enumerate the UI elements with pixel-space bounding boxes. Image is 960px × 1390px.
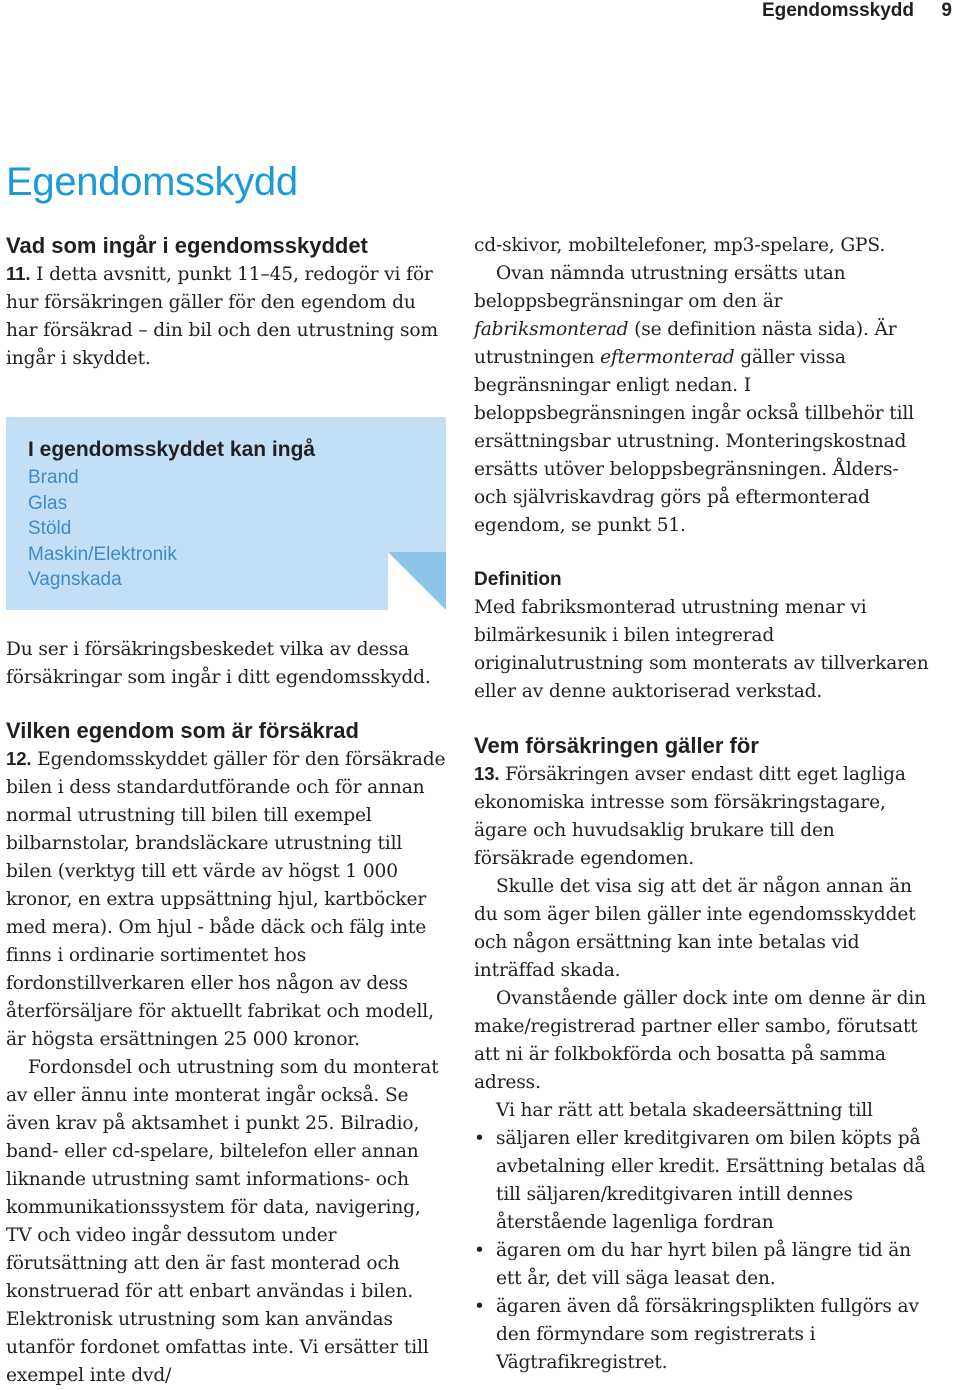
- paragraph-12-continued: Fordonsdel och utrustning som du monterat av eller ännu inte monterat ingår också. Se även krav på aktsamhet i punkt 25. Bilradio, band- eller cd-spelare, biltelefon eller annan liknande utrustning samt informations- och kommunikationssystem för data, navigering, TV och video ingår dessutom under förutsättning att den är fast monterad och konstruerad för att enbart användas i bilen. Elektronisk utrustning som kan användas utanför fordonet omfattas inte. Vi ersätter till exempel inte dvd/: [6, 1057, 439, 1386]
- page-header: [0, 0, 960, 22]
- paragraph-text: I detta avsnitt, punkt 11–45, redogör vi för hur försäkringen gäller för den egendom du har försäkrad – din bil och den utrustning som ingår i skyddet.: [6, 264, 438, 369]
- page-title: Egendomsskydd: [6, 160, 298, 204]
- coverage-item: Brand: [28, 467, 79, 488]
- coverage-item: Maskin/Elektronik: [28, 543, 177, 565]
- paragraph-text: Egendomsskyddet gäller för den försäkrade bilen i dess standardutförande och för annan normal utrustning till bilen till exempel bilbarnstolar, brandsläckare utrustning till bilen (verktyg till ett värde av högst 1 000 kronor, en extra uppsättning hjul, kartböcker med mera). Om hjul - både däck och fälg inte finns i ordinarie sortimentet hos fordonstillverkaren eller hos någon av dess återförsäljare för aktuellt fabrikat och modell, är högsta ersättningen 25 000 kronor.: [6, 749, 446, 1050]
- coverage-item: Vagnskada: [28, 569, 122, 590]
- box-folded-corner: [388, 552, 446, 610]
- paragraph-equipment-limits: [474, 260, 930, 540]
- paragraph-spouse-exception: Ovanstående gäller dock inte om denne är din make/registrerad partner eller sambo, förutsatt att ni är folkbokförda och bosatta på samma adress.: [474, 988, 926, 1093]
- coverage-info-box: [6, 417, 446, 610]
- definition-heading: Definition: [474, 569, 562, 590]
- paragraph-11: [6, 260, 448, 373]
- list-item: • ägaren även då försäkringsplikten fullgörs av den förmyndare som registrerats i Vägtrafikregistret.: [474, 1293, 930, 1377]
- paragraph-continuation: cd-skivor, mobiltelefoner, mp3-spelare, GPS.: [474, 235, 886, 256]
- right-column: [474, 232, 930, 1377]
- definition-text: Med fabriksmonterad utrustning menar vi bilmärkesunik i bilen integrerad originalutrustning som monterats av tillverkaren eller av denne auktoriserad verkstad.: [474, 597, 929, 702]
- term-factory-fitted: fabriksmonterad: [474, 319, 629, 340]
- list-item: • säljaren eller kreditgivaren om bilen köpts på avbetalning eller kredit. Ersättning betalas då till säljaren/kreditgivaren intill dennes återstående lagenliga fordran: [474, 1125, 930, 1237]
- paragraph-ownership: Skulle det visa sig att det är någon annan än du som äger bilen gäller inte egendomsskyddet och någon ersättning kan inte betalas vid inträffad skada.: [474, 876, 916, 981]
- text-run: gäller vissa begränsningar enligt nedan. I beloppsbegränsningen ingår också tillbehör till ersättningsbar utrustning. Monteringskostnad ersätts utöver beloppsbegränsningen. Ålders- och självriskavdrag görs på eftermonterad egendom, se punkt 51.: [474, 347, 914, 536]
- paragraph-12: [6, 745, 448, 1054]
- text-run: (se definition nästa sida). Är utrustningen: [474, 319, 897, 368]
- payment-recipient-list: [474, 1125, 930, 1377]
- text-run: Ovan nämnda utrustning ersätts utan beloppsbegränsningar om den är: [474, 263, 846, 312]
- section-heading-what-is-included: Vad som ingår i egendomsskyddet: [6, 233, 368, 258]
- paragraph-13: [474, 760, 930, 873]
- paragraph-payment-right: Vi har rätt att betala skadeersättning till: [496, 1100, 873, 1121]
- list-item: • ägaren om du har hyrt bilen på längre tid än ett år, det vill säga leasat den.: [474, 1237, 930, 1293]
- left-column: [6, 232, 448, 1390]
- coverage-note: Du ser i försäkringsbeskedet vilka av dessa försäkringar som ingår i ditt egendomsskydd.: [6, 639, 431, 688]
- paragraph-text: Försäkringen avser endast ditt eget lagliga ekonomiska intresse som försäkringstagare, ägare och huvudsaklig brukare till den försäkrade egendomen.: [474, 764, 906, 869]
- coverage-box-title: I egendomsskyddet kan ingå: [28, 438, 316, 461]
- coverage-info-box-content: [28, 435, 315, 593]
- paragraph-number: 13.: [474, 763, 500, 784]
- running-header-title: Egendomsskydd: [761, 0, 914, 21]
- coverage-item: Stöld: [28, 518, 72, 539]
- paragraph-number: 12.: [6, 748, 32, 769]
- page-number: 9: [941, 0, 952, 21]
- paragraph-number: 11.: [6, 263, 31, 284]
- section-heading-insured-property: Vilken egendom som är försäkrad: [6, 718, 359, 743]
- section-heading-who-is-covered: Vem försäkringen gäller för: [474, 733, 759, 758]
- term-aftermarket: eftermonterad: [600, 347, 735, 368]
- coverage-item: Glas: [28, 492, 68, 514]
